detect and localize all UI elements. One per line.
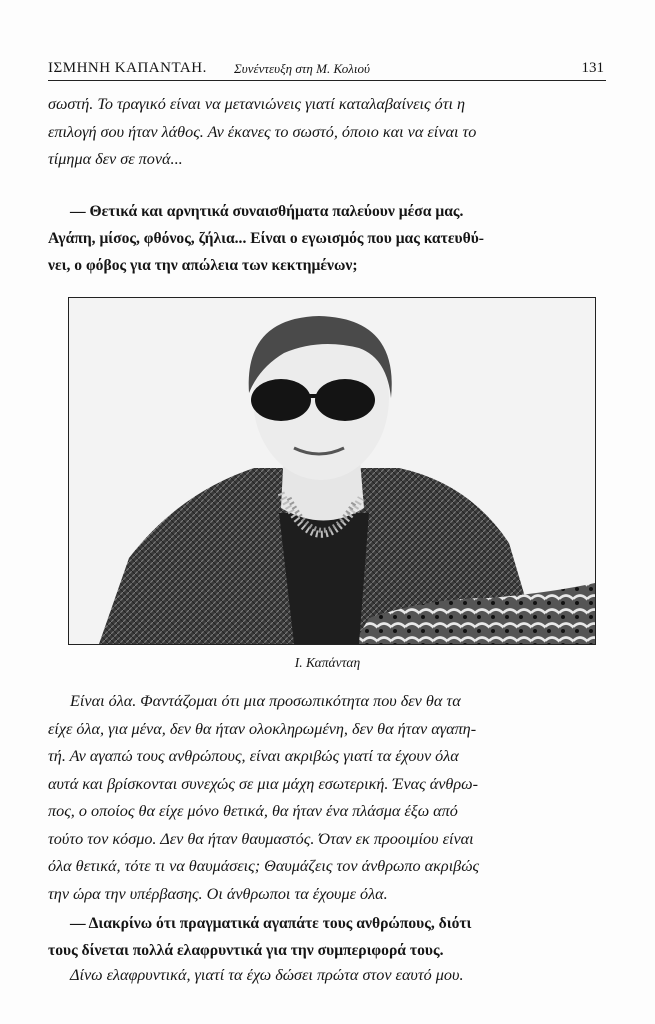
running-header [48, 60, 606, 81]
photo-caption: Ι. Καπάνταη [294, 655, 361, 670]
text-line: Αγάπη, μίσος, φθόνος, ζήλια... Είναι ο εγωισμός που μας κατευθύ- [48, 230, 484, 247]
paragraph-answer-1 [48, 91, 608, 174]
text-line: την ώρα την υπέρβασης. Οι άνθρωποι τα έχουμε όλα. [48, 884, 388, 903]
text-line: είχε όλα, για μένα, δεν θα ήταν ολοκληρωμένη, δεν θα ήταν αγαπη- [48, 719, 477, 738]
header-subtitle: Συνέντευξη στη Μ. Κολιού [234, 61, 370, 76]
text-line: τους δίνεται πολλά ελαφρυντικά για την συμπεριφορά τους. [48, 942, 444, 959]
text-line: Δίνω ελαφρυντικά, γιατί τα έχω δώσει πρώτα στον εαυτό μου. [70, 966, 464, 984]
paragraph-question-1 [48, 198, 608, 279]
text-line: Είναι όλα. Φαντάζομαι ότι μια προσωπικότητα που δεν θα τα [70, 692, 461, 710]
text-line: — Διακρίνω ότι πραγματικά αγαπάτε τους ανθρώπους, διότι [70, 915, 472, 932]
page-number: 131 [581, 60, 604, 76]
text-line: τίμημα δεν σε πονά... [48, 150, 183, 168]
portrait-photo [68, 297, 596, 645]
text-line: επιλογή σου ήταν λάθος. Αν έκανες το σωστό, όποιο και να είναι το [48, 122, 477, 141]
text-line: τούτο τον κόσμο. Δεν θα ήταν θαυμαστός. Όταν εκ προοιμίου είναι [48, 829, 474, 848]
text-line: τή. Αν αγαπώ τους ανθρώπους, είναι ακριβώς γιατί τα έχουν όλα [48, 747, 459, 765]
paragraph-answer-2 [48, 688, 608, 908]
portrait-illustration [69, 298, 595, 644]
text-line: νει, ο φόβος για την απώλεια των κεκτημένων; [48, 257, 358, 274]
text-line: πος, ο οποίος θα είχε μόνο θετικά, θα ήταν ένα πλάσμα έξω από [48, 802, 458, 820]
header-author: ΙΣΜΗΝΗ ΚΑΠΑΝΤΑΗ. [48, 60, 207, 76]
paragraph-answer-3 [48, 962, 608, 990]
paragraph-question-2 [48, 910, 608, 964]
text-line: όλα θετικά, τότε τι να θαυμάσεις; Θαυμάζεις τον άνθρωπο ακριβώς [48, 857, 480, 875]
text-line: — Θετικά και αρνητικά συναισθήματα παλεύουν μέσα μας. [70, 203, 464, 220]
text-line: σωστή. Το τραγικό είναι να μετανιώνεις γιατί καταλαβαίνεις ότι η [48, 95, 466, 113]
text-line: αυτά και βρίσκονται συνεχώς σε μια μάχη εσωτερική. Ένας άνθρω- [48, 774, 478, 793]
